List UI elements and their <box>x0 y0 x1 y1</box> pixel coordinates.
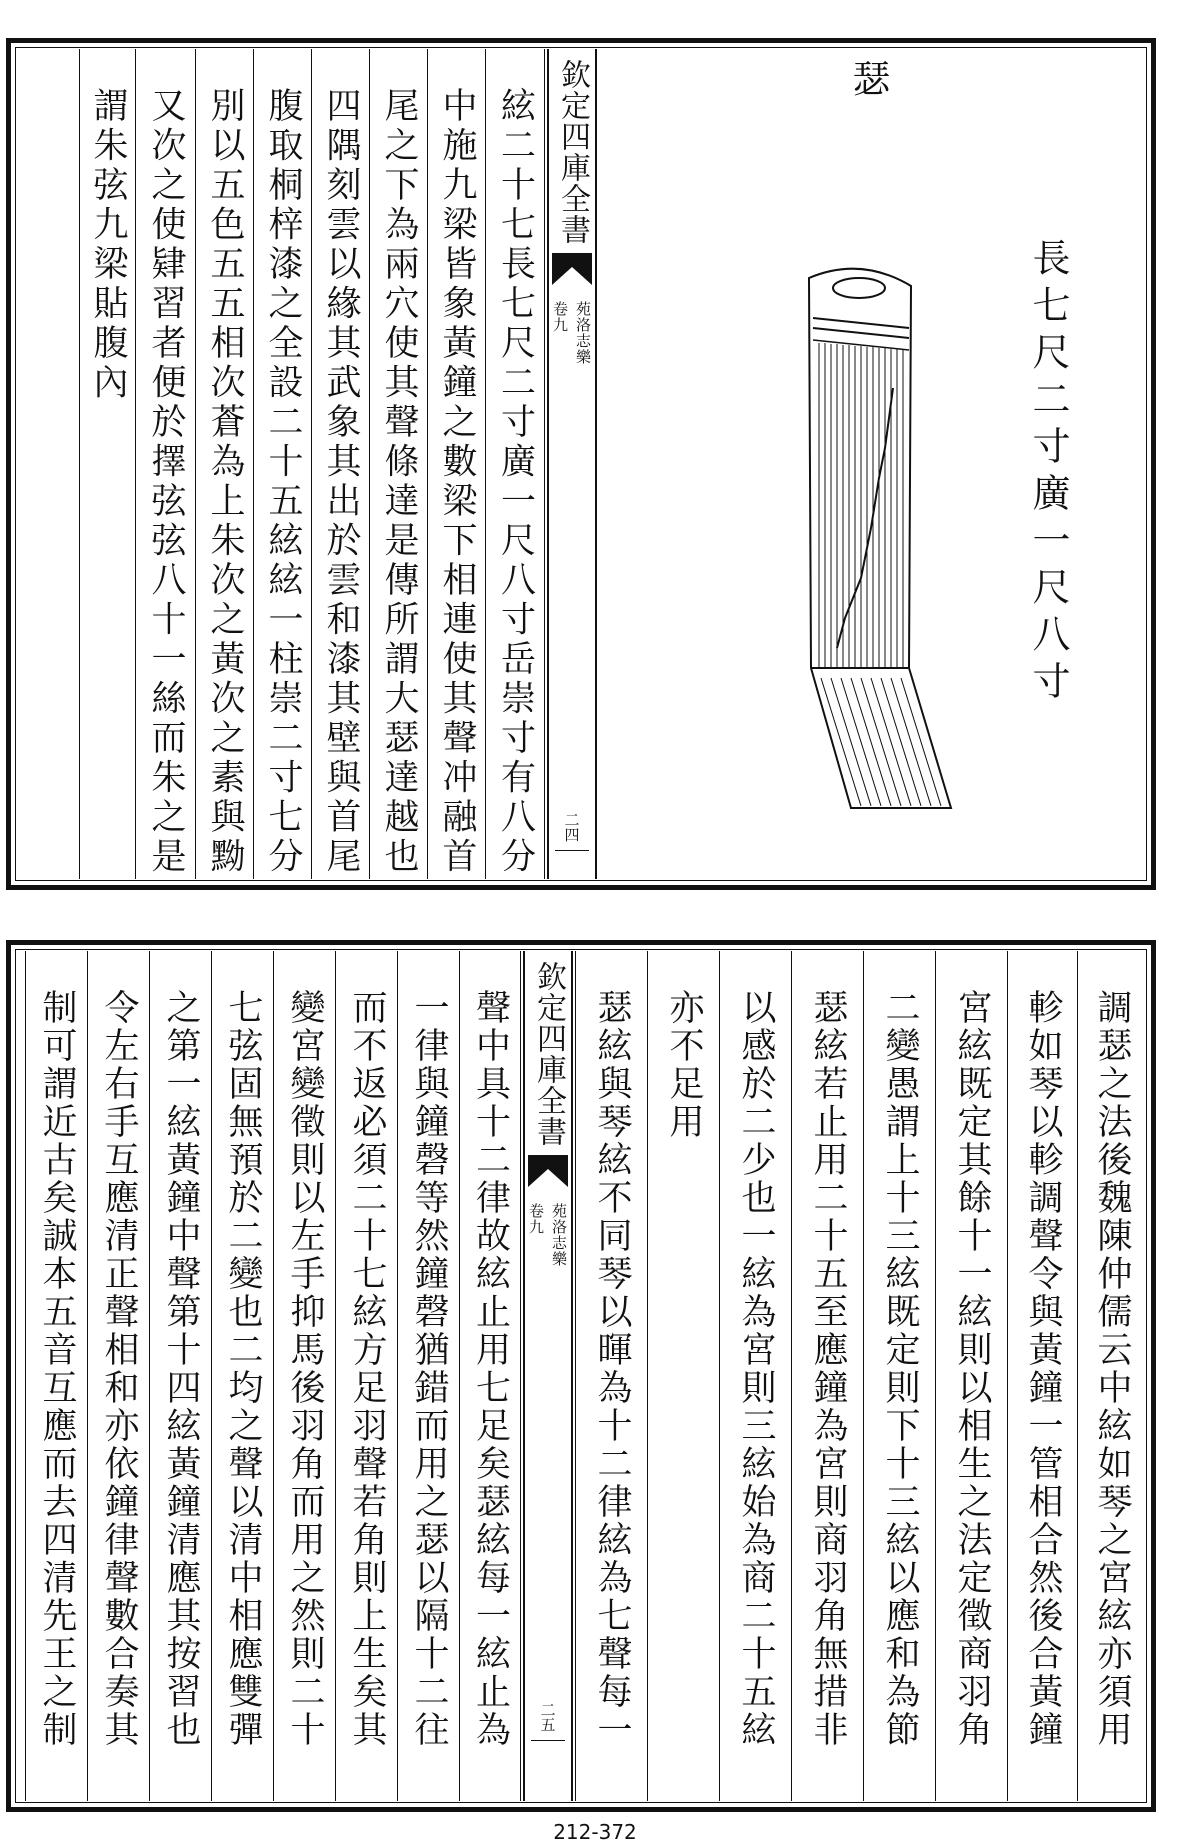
center-margin <box>523 951 573 1801</box>
illustration-dimensions: 長七尺二寸廣一尺八寸 <box>1026 238 1070 708</box>
text-line: 一律與鐘磬等然鐘磬猶錯而用之瑟以隔十二往 <box>409 989 449 1749</box>
margin-rule <box>555 850 589 851</box>
text-line: 變宮變徵則以左手抑馬後羽角而用之然則二十 <box>285 989 325 1749</box>
text-line: 尾之下為兩穴使其聲條達是傳所謂大瑟達越也 <box>379 87 419 877</box>
text-line: 四隅刻雲以緣其武象其出於雲和漆其壁與首尾 <box>321 87 361 877</box>
text-line: 七弦固無預於二變也二均之聲以清中相應雙彈 <box>223 989 263 1749</box>
text-column <box>1007 951 1077 1801</box>
text-line: 腹取桐梓漆之全設二十五絃絃一柱崇二寸七分 <box>263 87 303 877</box>
text-line: 調瑟之法後魏陳仲儒云中絃如琴之宮絃亦須用 <box>1092 989 1132 1749</box>
text-line: 絃二十七長七尺二寸廣一尺八寸岳崇寸有八分 <box>495 87 536 877</box>
book-title: 欽定四庫全書 <box>531 961 566 1147</box>
page-upper <box>6 38 1156 890</box>
text-line: 瑟絃與琴絃不同琴以暉為十二律絃為七聲每一 <box>592 989 632 1749</box>
center-margin <box>547 49 597 879</box>
text-line: 亦不足用 <box>664 989 704 1141</box>
page-lower <box>6 940 1156 1812</box>
text-line: 令左右手互應清正聲相和亦依鐘律聲數合奏其 <box>99 989 139 1749</box>
text-column <box>485 49 545 879</box>
margin-subtitle <box>526 1203 570 1267</box>
text-column <box>253 49 311 879</box>
margin-rule <box>531 1740 565 1741</box>
text-column <box>149 951 211 1801</box>
text-line: 中施九梁皆象黃鐘之數梁下相連使其聲冲融首 <box>437 87 477 877</box>
text-column <box>79 49 135 879</box>
text-line: 瑟絃若止用二十五至應鐘為宮則商羽角無措非 <box>808 989 848 1749</box>
volume-label: 卷九 <box>551 301 569 333</box>
margin-subtitle <box>550 301 594 365</box>
text-column <box>719 951 791 1801</box>
se-zither-illustration <box>801 248 981 808</box>
text-line: 以感於二少也一絃為宮則三絃始為商二十五絃 <box>736 989 776 1749</box>
text-line: 二變愚謂上十三絃既定則下十三絃以應和為節 <box>880 989 920 1749</box>
text-column <box>311 49 369 879</box>
fish-tail-mark-icon <box>552 253 592 287</box>
text-column <box>427 49 485 879</box>
text-line: 宮絃既定其餘十一絃則以相生之法定徵商羽角 <box>952 989 992 1749</box>
text-line: 謂朱弦九梁貼腹內 <box>88 87 128 403</box>
text-line: 又次之使肄習者便於擇弦弦八十一絲而朱之是 <box>146 87 186 877</box>
text-column <box>335 951 397 1801</box>
text-column <box>135 49 195 879</box>
text-column <box>25 951 87 1801</box>
text-column <box>273 951 335 1801</box>
text-line: 軫如琴以軫調聲令與黃鐘一管相合然後合黃鐘 <box>1023 989 1063 1749</box>
text-column <box>397 951 459 1801</box>
text-line: 制可謂近古矣誠本五音互應而去四清先王之制 <box>37 989 77 1749</box>
text-line: 聲中具十二律故絃止用七足矣瑟絃每一絃止為 <box>470 989 511 1749</box>
book-title: 欽定四庫全書 <box>555 59 590 245</box>
text-column <box>575 951 647 1801</box>
text-column <box>863 951 935 1801</box>
page-number: 二四 <box>562 812 581 842</box>
section-title: 苑洛志樂 <box>550 1203 568 1267</box>
text-column <box>211 951 273 1801</box>
illustration-title: 瑟 <box>846 59 890 97</box>
volume-label: 卷九 <box>527 1203 545 1235</box>
text-column <box>459 951 521 1801</box>
text-line: 別以五色五五相次蒼為上朱次之黃次之素與黝 <box>205 87 245 877</box>
text-line: 之第一絃黃鐘中聲第十四絃黃鐘清應其按習也 <box>161 989 201 1749</box>
text-column <box>791 951 863 1801</box>
text-column <box>1077 951 1145 1801</box>
text-column <box>87 951 149 1801</box>
scan-page-reference: 212-372 <box>553 1820 637 1844</box>
fish-tail-mark-icon <box>528 1155 568 1189</box>
text-column <box>647 951 719 1801</box>
section-title: 苑洛志樂 <box>574 301 592 365</box>
text-column <box>935 951 1007 1801</box>
text-column <box>369 49 427 879</box>
page-number: 二五 <box>538 1702 557 1732</box>
text-column <box>195 49 253 879</box>
text-line: 而不返必須二十七絃方足羽聲若角則上生矣其 <box>347 989 387 1749</box>
